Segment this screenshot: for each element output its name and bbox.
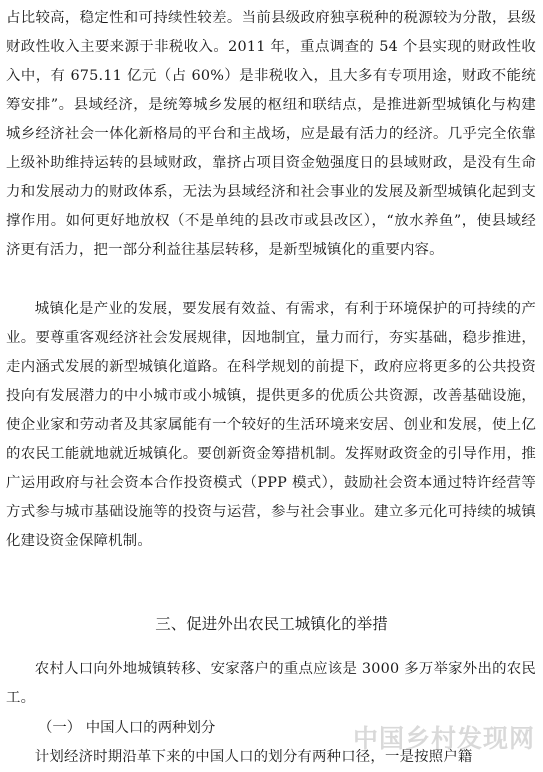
site-watermark: 中国乡村发现网 <box>352 724 535 753</box>
subheading-population-division: （一） 中国人口的两种划分 <box>38 720 216 736</box>
paragraph-fiscal-revenue: 占比较高，稳定性和可持续性较差。当前县级政府独享税种的税源较为分散，县级财政性收入主要来源于非税收入。2011 年，重点调查的 54 个县实现的财政性收入中，有 675.11 亿元（占 60%）是非税收入，且大多有专项用途，财政不能统筹安排”。县域经济，是统筹城乡发展的枢纽和联结点，是推进新型城镇化与构建城乡经济社会一体化新格局的平台和主战场，应是最有活力的经济。几乎完全依靠上级补助维持运转的县域财政，靠挤占项目资金勉强度日的县域财政，是没有生命力和发展动力的财政体系，无法为县域经济和社会事业的发展及新型城镇化起到支撑作用。如何更好地放权（不是单纯的县改市或县改区），“放水养鱼”，使县域经济更有活力，把一部分利益往基层转移，是新型城镇化的重要内容。 <box>6 10 536 258</box>
paragraph-population-division: 计划经济时期沿革下来的中国人口的划分有两种口径，一是按照户籍 <box>34 749 473 765</box>
paragraph-urbanization-industry: 城镇化是产业的发展，要发展有效益、有需求，有利于环境保护的可持续的产业。要尊重客观经济社会发展规律，因地制宜，量力而行，夯实基础，稳步推进，走内涵式发展的新型城镇化道路。在科学规划的前提下，政府应将更多的公共投资投向有发展潜力的中小城市或小城镇，提供更多的优质公共资源，改善基础设施，使企业家和劳动者及其家属能有一个较好的生活环境来安居、创业和发展，使上亿的农民工能就地就近城镇化。要创新资金筹措机制。发挥财政资金的引导作用，推广运用政府与社会资本合作投资模式（PPP 模式），鼓励社会资本通过特许经营等方式参与城市基础设施等的投资与运营，参与社会事业。建立多元化可持续的城镇化建设资金保障机制。 <box>6 301 536 549</box>
section-heading: 三、促进外出农民工城镇化的举措 <box>155 615 388 633</box>
paragraph-migrant-workers: 农村人口向外地城镇转移、安家落户的重点应该是 3000 多万举家外出的农民工。 <box>6 661 536 706</box>
